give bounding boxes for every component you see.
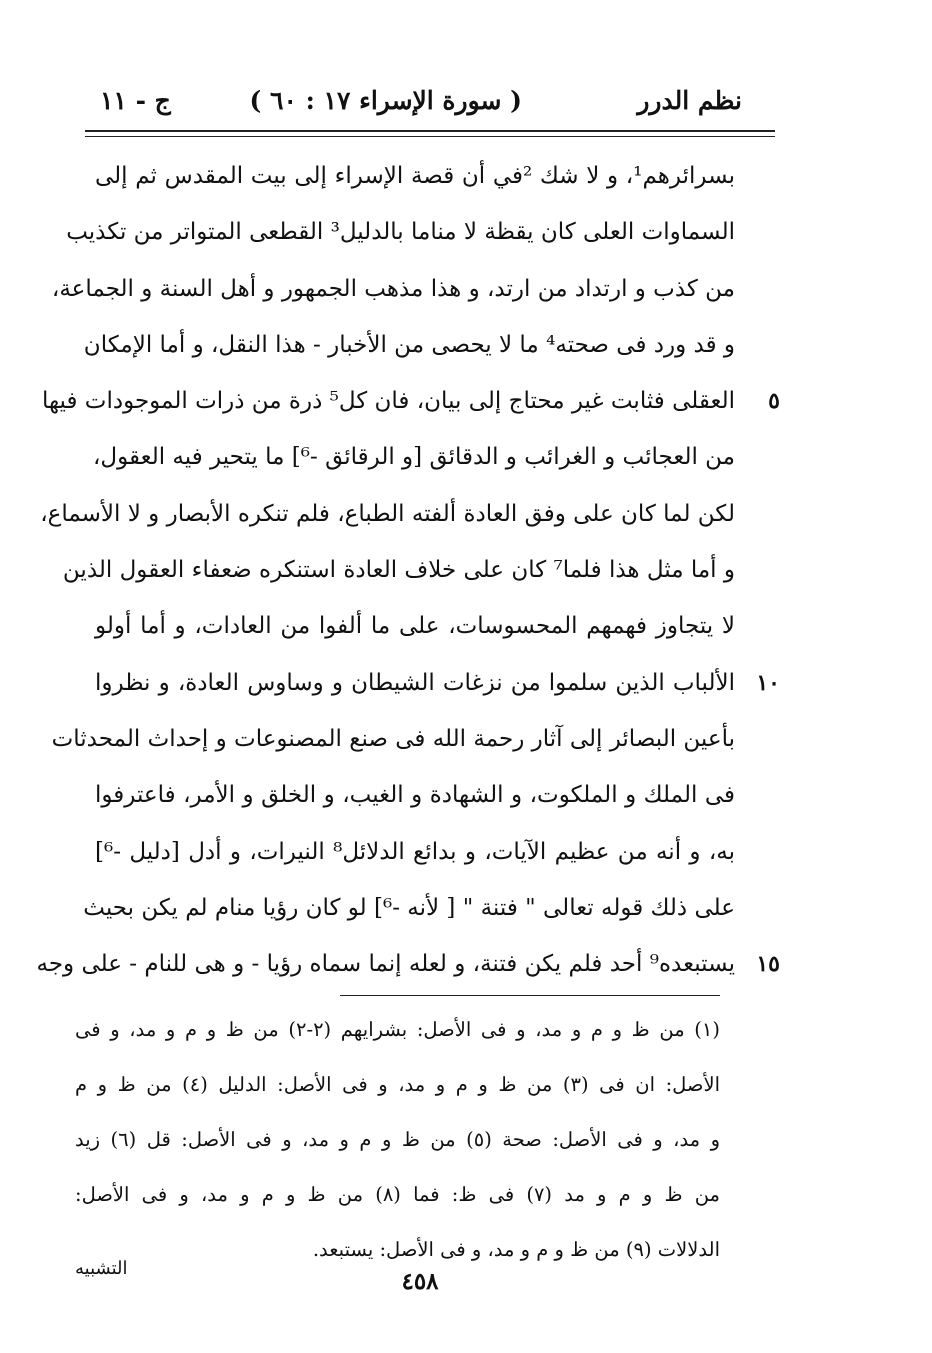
text-line-content: من العجائب و الغرائب و الدقائق [و الرقائق -⁶] ما يتحير فيه العقول،	[92, 444, 735, 471]
surah-reference: ( سورة الإسراء ١٧ : ٦٠ )	[249, 86, 522, 115]
text-line	[95, 824, 735, 880]
footnote-divider	[340, 995, 720, 996]
text-line	[40, 486, 735, 542]
text-line	[95, 148, 735, 204]
text-line-content: يستبعده⁹ أحد فلم يكن فتنة، و لعله إنما سماه رؤيا - و هى للنام - على وجه	[36, 951, 735, 978]
text-line-content: العقلى فثابت غير محتاج إلى بيان، فان كل⁵ ذرة من ذرات الموجودات فيها	[41, 388, 735, 415]
book-title: نظم الدرر	[637, 86, 742, 115]
text-line-content: بسرائرهم¹، و لا شك ²في أن قصة الإسراء إلى بيت المقدس ثم إلى	[95, 163, 735, 189]
catchword: التشبيه	[75, 1258, 128, 1279]
text-line	[95, 598, 735, 654]
footnote-line: و مد، و فى الأصل: صحة (٥) من ظ و م و مد، و فى الأصل: قل (٦) زيد	[75, 1128, 721, 1151]
text-line	[83, 880, 735, 936]
text-line	[36, 936, 780, 992]
text-line-content: السماوات العلى كان يقظة لا مناما بالدليل³ القطعى المتواتر من تكذيب	[66, 219, 735, 246]
text-line-content: لا يتجاوز فهمهم المحسوسات، على ما ألفوا من العادات، و أما أولو	[95, 613, 735, 640]
text-line-content: و قد ورد فى صحته⁴ ما لا يحصى من الأخبار - هذا النقل، و أما الإمكان	[83, 331, 735, 358]
footnote-line: الدلالات (٩) من ظ و م و مد، و فى الأصل: يستبعد.	[312, 1238, 720, 1261]
footnote-line: (١) من ظ و م و مد، و فى الأصل: بشرايهم (٢-٢) من ظ و م و مد، و فى	[75, 1018, 720, 1041]
volume-number: ج - ١١	[100, 86, 171, 115]
text-line	[83, 317, 735, 373]
text-line-content: به، و أنه من عظيم الآيات، و بدائع الدلائل⁸ النيرات، و أدل [دليل -⁶]	[95, 838, 735, 865]
text-line	[95, 655, 780, 711]
text-line	[51, 261, 735, 317]
footnotes	[75, 1002, 720, 1277]
main-text	[36, 148, 780, 992]
text-line	[41, 373, 780, 429]
text-line	[51, 711, 735, 767]
text-line-content: على ذلك قوله تعالى " فتنة " [ لأنه -⁶] لو كان رؤيا منام لم يكن بحيث	[83, 894, 735, 921]
text-line	[66, 204, 735, 260]
footnote-line: الأصل: ان فى (٣) من ظ و م و مد، و فى الأصل: الدليل (٤) من ظ و م	[75, 1073, 721, 1096]
text-line	[92, 429, 735, 485]
line-number: ١٥	[756, 951, 780, 978]
text-line	[62, 542, 735, 598]
text-line-content: فى الملك و الملكوت، و الشهادة و الغيب، و الخلق و الأمر، فاعترفوا	[95, 782, 735, 809]
header-rule	[85, 130, 775, 138]
running-header	[85, 78, 742, 128]
text-line-content: لكن لما كان على وفق العادة ألفته الطباع، فلم تنكره الأبصار و لا الأسماع،	[40, 500, 735, 527]
text-line	[95, 767, 735, 823]
footnote-line: من ظ و م و مد (٧) فى ظ: فما (٨) من ظ و م و مد، و فى الأصل:	[75, 1183, 720, 1206]
text-line-content: و أما مثل هذا فلما⁷ كان على خلاف العادة استنكره ضعفاء العقول الذين	[62, 557, 735, 584]
line-number: ٥	[768, 388, 780, 415]
text-line-content: من كذب و ارتداد من ارتد، و هذا مذهب الجمهور و أهل السنة و الجماعة،	[51, 275, 735, 302]
page-number: ٤٥٨	[401, 1268, 439, 1295]
text-line-content: الألباب الذين سلموا من نزغات الشيطان و وساوس العادة، و نظروا	[95, 669, 735, 696]
line-number: ١٠	[756, 669, 780, 696]
text-line-content: بأعين البصائر إلى آثار رحمة الله فى صنع المصنوعات و إحداث المحدثات	[51, 725, 735, 752]
